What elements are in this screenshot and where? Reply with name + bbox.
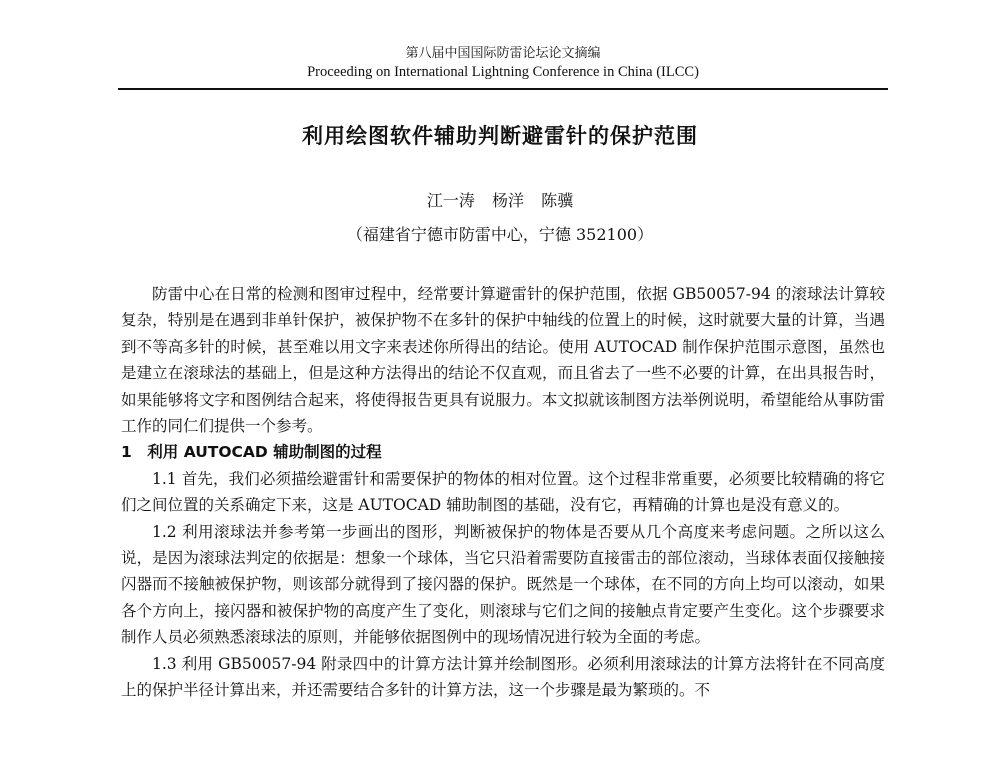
header-rule: [118, 88, 888, 90]
author-affiliation: （福建省宁德市防雷中心，宁德 352100）: [346, 225, 654, 244]
paragraph-1-2: 1.2 利用滚球法并参考第一步画出的图形，判断被保护的物体是否要从几个高度来考虑问题。之所以这么说，是因为滚球法判定的依据是：想象一个球体，当它只沿着需要防直接雷击的部位滚动，当球体表面仅接触接闪器而不接触被保护物，则该部分就得到了接闪器的保护。既然是一个球体，在不同的方向上均可以滚动，如果各个方向上，接闪器和被保护物的高度产生了变化，则滚球与它们之间的接触点肯定要产生变化。这个步骤要求制作人员必须熟悉滚球法的原则，并能够依据图例中的现场情况进行较为全面的考虑。: [121, 522, 885, 647]
header-chinese: 第八届中国国际防雷论坛论文摘编: [405, 46, 601, 61]
paragraph-1-3: 1.3 利用 GB50057-94 附录四中的计算方法计算并绘制图形。必须利用滚球法的计算方法将针在不同高度上的保护半径计算出来，并还需要结合多针的计算方法，这一个步骤是最为繁琐的。不: [121, 654, 885, 700]
paper-body: [121, 281, 885, 704]
running-header: [118, 45, 888, 81]
paragraph-1-1: 1.1 首先，我们必须描绘避雷针和需要保护的物体的相对位置。这个过程非常重要，必须要比较精确的将它们之间位置的关系确定下来，这是 AUTOCAD 辅助制图的基础，没有它，再精确的计算也是没有意义的。: [121, 469, 885, 515]
section-title: 利用 AUTOCAD 辅助制图的过程: [147, 443, 382, 462]
author-list: 江一涛 杨洋 陈骥: [426, 191, 574, 210]
paper-title: 利用绘图软件辅助判断避雷针的保护范围: [302, 123, 698, 148]
header-english: Proceeding on International Lightning Conference in China (ILCC): [307, 64, 699, 80]
section-heading-1: [121, 439, 885, 465]
section-number: 1: [121, 443, 132, 462]
intro-paragraph: 防雷中心在日常的检测和图审过程中，经常要计算避雷针的保护范围，依据 GB50057-94 的滚球法计算较复杂，特别是在遇到非单针保护，被保护物不在多针的保护中轴线的位置上的时候，这时就要大量的计算，当遇到不等高多针的时候，甚至难以用文字来表述你所得出的结论。使用 AUTOCAD 制作保护范围示意图，虽然也是建立在滚球法的基础上，但是这种方法得出的结论不仅直观，而且省去了一些不必要的计算，在出具报告时，如果能够将文字和图例结合起来，将使得报告更具有说服力。本文拟就该制图方法举例说明，希望能给从事防雷工作的同仁们提供一个参考。: [121, 285, 885, 436]
